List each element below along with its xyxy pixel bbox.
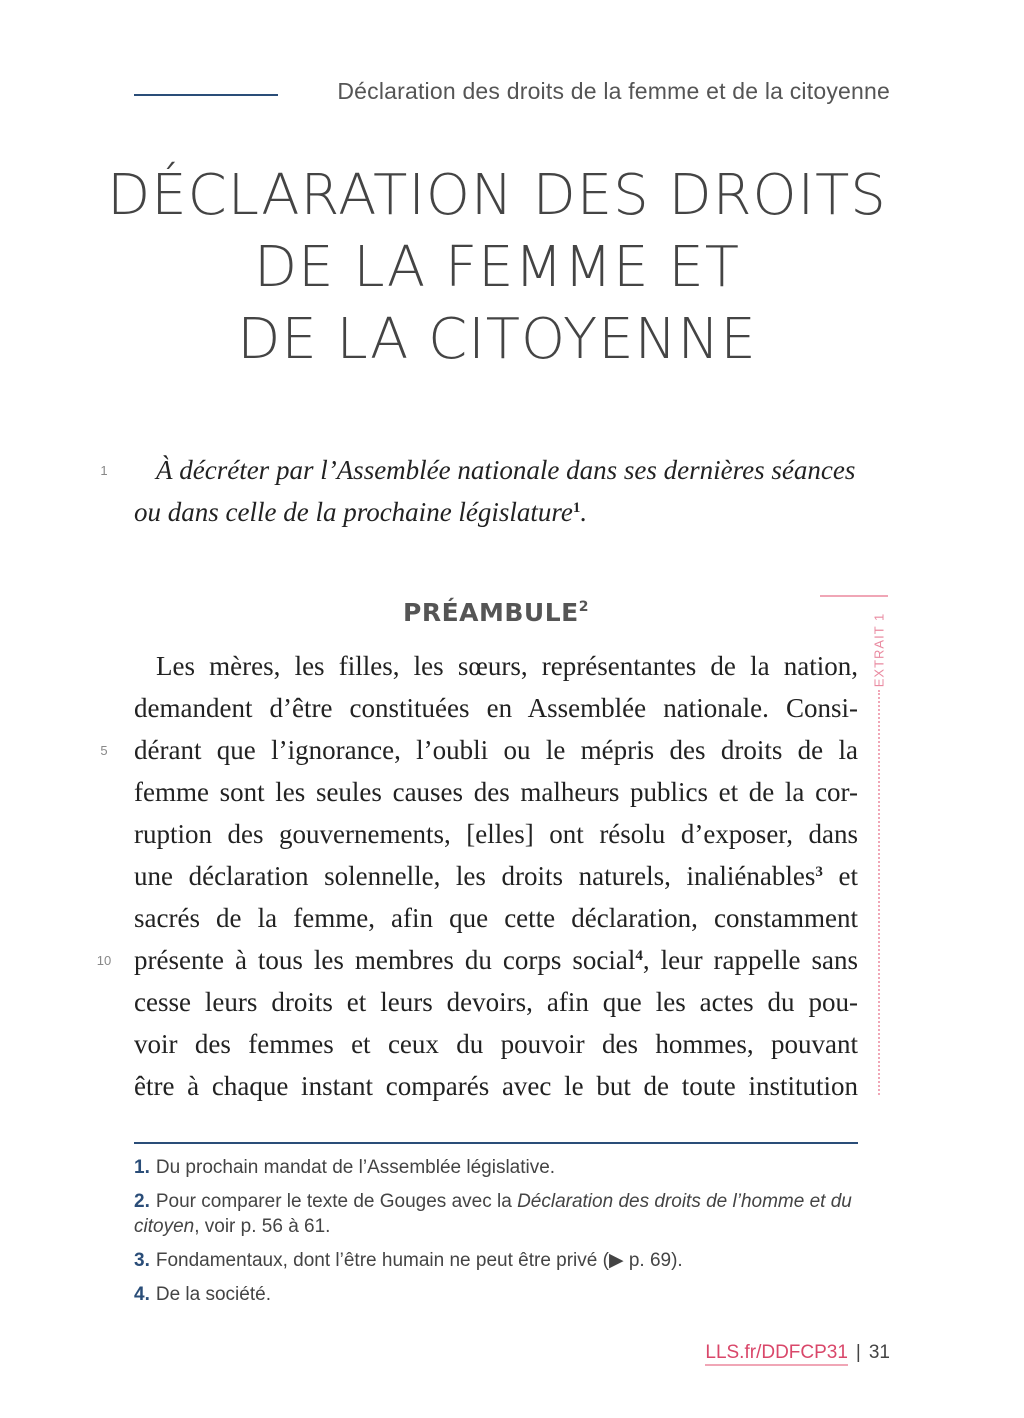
text-line: femme sont les seules causes des malheurs publics et de la cor-: [134, 777, 858, 807]
text-line: être à chaque instant comparés avec le but de toute institution: [134, 1071, 858, 1101]
footnote-text: Fondamentaux, dont l’être humain ne peut être privé (▶ p. 69).: [155, 1250, 683, 1271]
text-line: demandent d’être constituées en Assemblée nationale. Consi-: [134, 693, 858, 723]
line-number: 5: [100, 743, 108, 758]
text-segment: une déclaration solennelle, les droits naturels, inaliénables: [134, 861, 816, 891]
footer-separator: |: [855, 1342, 861, 1363]
intro-line-text: ou dans celle de la prochaine législature: [134, 497, 573, 527]
page-title: [0, 160, 994, 376]
extrait-dotted-line: [878, 690, 880, 1095]
extrait-rule: [820, 595, 888, 597]
header-rule: [134, 94, 278, 96]
extrait-label: [869, 605, 889, 695]
text-line: dérant que l’ignorance, l’oubli ou le mépris des droits de la: [134, 735, 858, 765]
footnote-number: 3.: [134, 1250, 150, 1271]
footnote-ref[interactable]: 4: [635, 948, 643, 964]
title-line: DE LA CITOYENNE: [237, 307, 757, 372]
footnote-number: 2.: [134, 1191, 150, 1212]
footnote: [134, 1189, 858, 1239]
intro-line: À décréter par l’Assemblée nationale dans ses dernières séances: [156, 455, 856, 485]
footnote-text: Du prochain mandat de l’Assemblée législative.: [155, 1157, 556, 1178]
footnote-text: De la société.: [155, 1284, 271, 1305]
text-line: [134, 855, 858, 897]
text-line: ruption des gouvernements, [elles] ont résolu d’exposer, dans: [134, 819, 858, 849]
preamble-body: [134, 645, 858, 1107]
page-footer: [705, 1342, 890, 1364]
running-title: Déclaration des droits de la femme et de la citoyenne: [337, 78, 890, 104]
text-line: [134, 939, 858, 981]
section-heading-text: PRÉAMBULE: [403, 598, 579, 627]
footnote-italic-title: Déclaration des droits de l’homme et du citoyen: [134, 1191, 852, 1237]
footnote-number: 4.: [134, 1284, 150, 1305]
resource-link[interactable]: LLS.fr/DDFCP31: [705, 1342, 848, 1366]
text-line: Les mères, les filles, les sœurs, représentantes de la nation,: [156, 651, 858, 681]
footnote-ref[interactable]: 2: [578, 599, 589, 615]
footnote-text: , voir p. 56 à 61.: [194, 1216, 331, 1237]
footnote-ref[interactable]: 3: [815, 864, 823, 880]
title-line: DÉCLARATION DES DROITS: [107, 163, 887, 228]
footnote: [134, 1155, 858, 1180]
line-number: 1: [100, 463, 108, 478]
page-number: 31: [868, 1342, 890, 1363]
text-line: sacrés de la femme, afin que cette déclaration, constamment: [134, 903, 858, 933]
title-line: DE LA FEMME ET: [254, 235, 740, 300]
footnote-number: 1.: [134, 1157, 150, 1178]
intro-end: .: [580, 497, 588, 527]
footnote: [134, 1282, 858, 1307]
line-number: 10: [96, 953, 112, 968]
text-segment: et: [822, 861, 858, 891]
footnote-text: Pour comparer le texte de Gouges avec la: [155, 1191, 518, 1212]
text-segment: présente à tous les membres du corps social: [134, 945, 636, 975]
footnotes-rule: [134, 1142, 858, 1144]
footnotes: [134, 1155, 858, 1316]
text-line: cesse leurs droits et leurs devoirs, afin que les actes du pou-: [134, 987, 858, 1017]
text-line: voir des femmes et ceux du pouvoir des hommes, pouvant: [134, 1029, 858, 1059]
footnote-ref[interactable]: 1: [572, 500, 581, 516]
footnote: [134, 1248, 858, 1273]
text-segment: , leur rappelle sans: [642, 945, 859, 975]
section-heading: [134, 598, 858, 627]
intro-paragraph: [134, 449, 858, 533]
extrait-label-text: EXTRAIT 1: [871, 612, 887, 688]
intro-line: [134, 491, 858, 533]
